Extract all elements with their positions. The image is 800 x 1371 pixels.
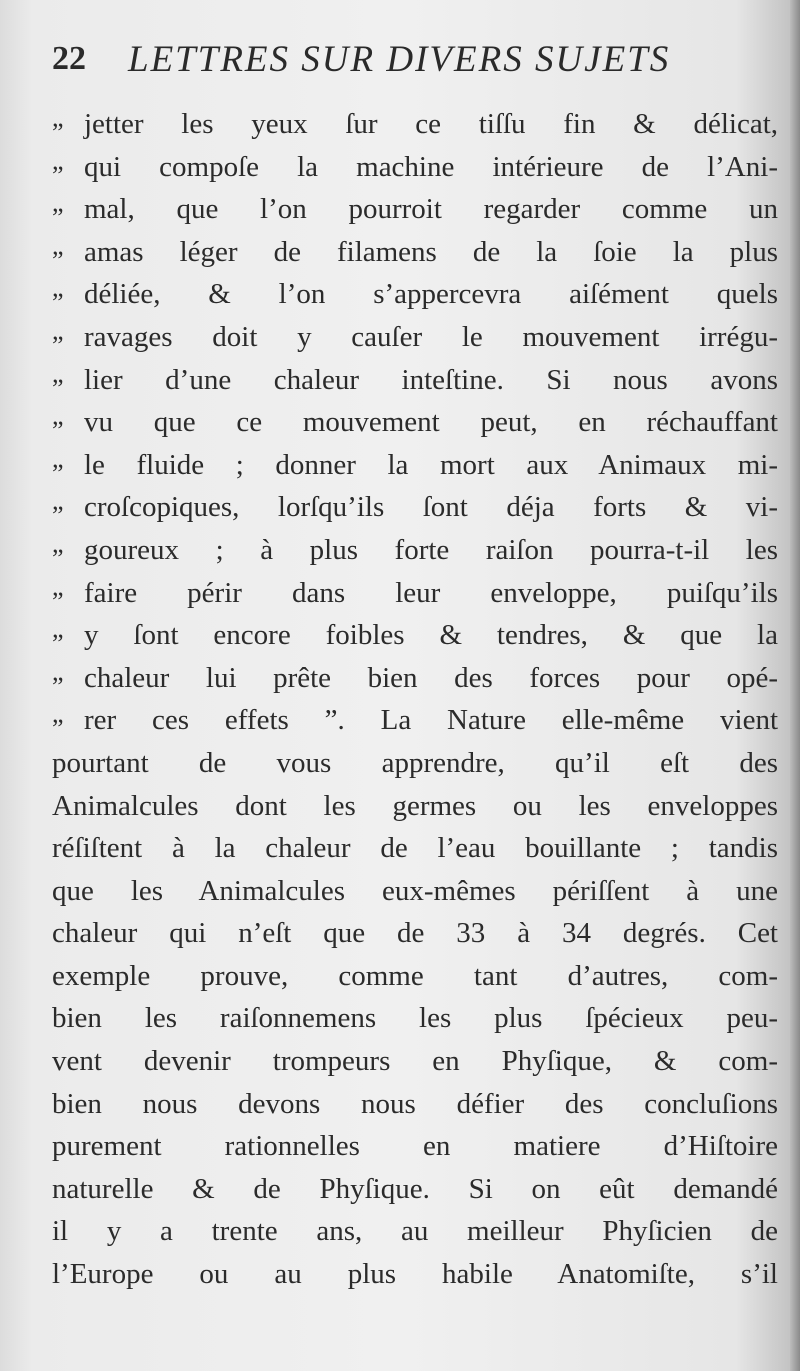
text-line-content: bien les raiſonnemens les plus ſpécieux peu- [52,1002,778,1035]
text-line [52,785,778,828]
quoted-text-line [52,657,778,700]
text-line [52,870,778,913]
text-line [52,912,778,955]
text-line-content: „ goureux ; à plus forte raiſon pourra-t-il les [84,533,778,566]
text-line [52,1083,778,1126]
text-line-content: „ rer ces effets ”. La Nature elle-même vient [84,704,778,737]
text-line-content: Animalcules dont les germes ou les enveloppes [52,789,778,822]
text-line [52,1125,778,1168]
body-text [52,103,778,1296]
quoted-text-line [52,316,778,359]
text-line [52,742,778,785]
text-line [52,827,778,870]
quoted-text-line [52,188,778,231]
text-line-content: purement rationnelles en matiere d’Hiſtoire [52,1130,778,1163]
text-line-content: „ jetter les yeux ſur ce tiſſu fin & délicat, [84,108,778,140]
text-line-content: pourtant de vous apprendre, qu’il eſt des [52,746,778,779]
quoted-text-line [52,273,778,316]
text-line-content: „ mal, que l’on pourroit regarder comme un [84,193,778,226]
text-line-content: que les Animalcules eux-mêmes périſſent à une [52,874,778,907]
text-line-content: „ amas léger de filamens de la ſoie la plus [84,235,778,268]
quoted-text-line [52,529,778,572]
text-line [52,955,778,998]
text-line [52,1253,778,1296]
text-line [52,1040,778,1083]
quoted-text-line [52,103,778,146]
text-line-content: „ vu que ce mouvement peut, en réchauffant [84,406,778,439]
quoted-text-line [52,699,778,742]
quoted-text-line [52,614,778,657]
text-line-content: „ chaleur lui prête bien des forces pour opé- [84,661,778,694]
text-line-content: bien nous devons nous défier des concluſions [52,1087,778,1120]
quoted-text-line [52,486,778,529]
quoted-text-line [52,572,778,615]
quoted-text-line [52,359,778,402]
page-number: 22 [52,40,86,77]
text-line-content: „ déliée, & l’on s’appercevra aiſément quels [84,278,778,311]
text-line-content: „ qui compoſe la machine intérieure de l’Ani- [84,150,778,183]
text-line-content: l’Europe ou au plus habile Anatomiſte, s’il [52,1258,778,1291]
text-line-content: naturelle & de Phyſique. Si on eût demandé [52,1172,778,1205]
quoted-text-line [52,231,778,274]
page-header [52,38,752,86]
running-title: LETTRES SUR DIVERS SUJETS [128,39,671,80]
quoted-text-line [52,444,778,487]
text-line [52,1210,778,1253]
page-spine-shadow [790,0,800,1371]
text-line-content: il y a trente ans, au meilleur Phyſicien de [52,1215,778,1248]
text-line-content: „ lier d’une chaleur inteſtine. Si nous avons [84,363,778,396]
text-line-content: „ faire périr dans leur enveloppe, puiſqu’ils [84,576,778,609]
text-line-content: „ ravages doit y cauſer le mouvement irrégu- [84,320,778,353]
text-line-content: vent devenir trompeurs en Phyſique, & com- [52,1045,778,1078]
text-line [52,997,778,1040]
text-line-content: „ croſcopiques, lorſqu’ils ſont déja forts & vi- [84,491,778,524]
quoted-text-line [52,401,778,444]
text-line-content: „ y ſont encore foibles & tendres, & que la [84,619,778,652]
text-line-content: chaleur qui n’eſt que de 33 à 34 degrés. Cet [52,917,778,950]
text-line-content: „ le fluide ; donner la mort aux Animaux mi- [84,448,778,481]
quoted-text-line [52,146,778,189]
text-line-content: réſiſtent à la chaleur de l’eau bouillante ; tandis [52,832,778,865]
text-line [52,1168,778,1211]
text-line-content: exemple prouve, comme tant d’autres, com- [52,959,778,992]
